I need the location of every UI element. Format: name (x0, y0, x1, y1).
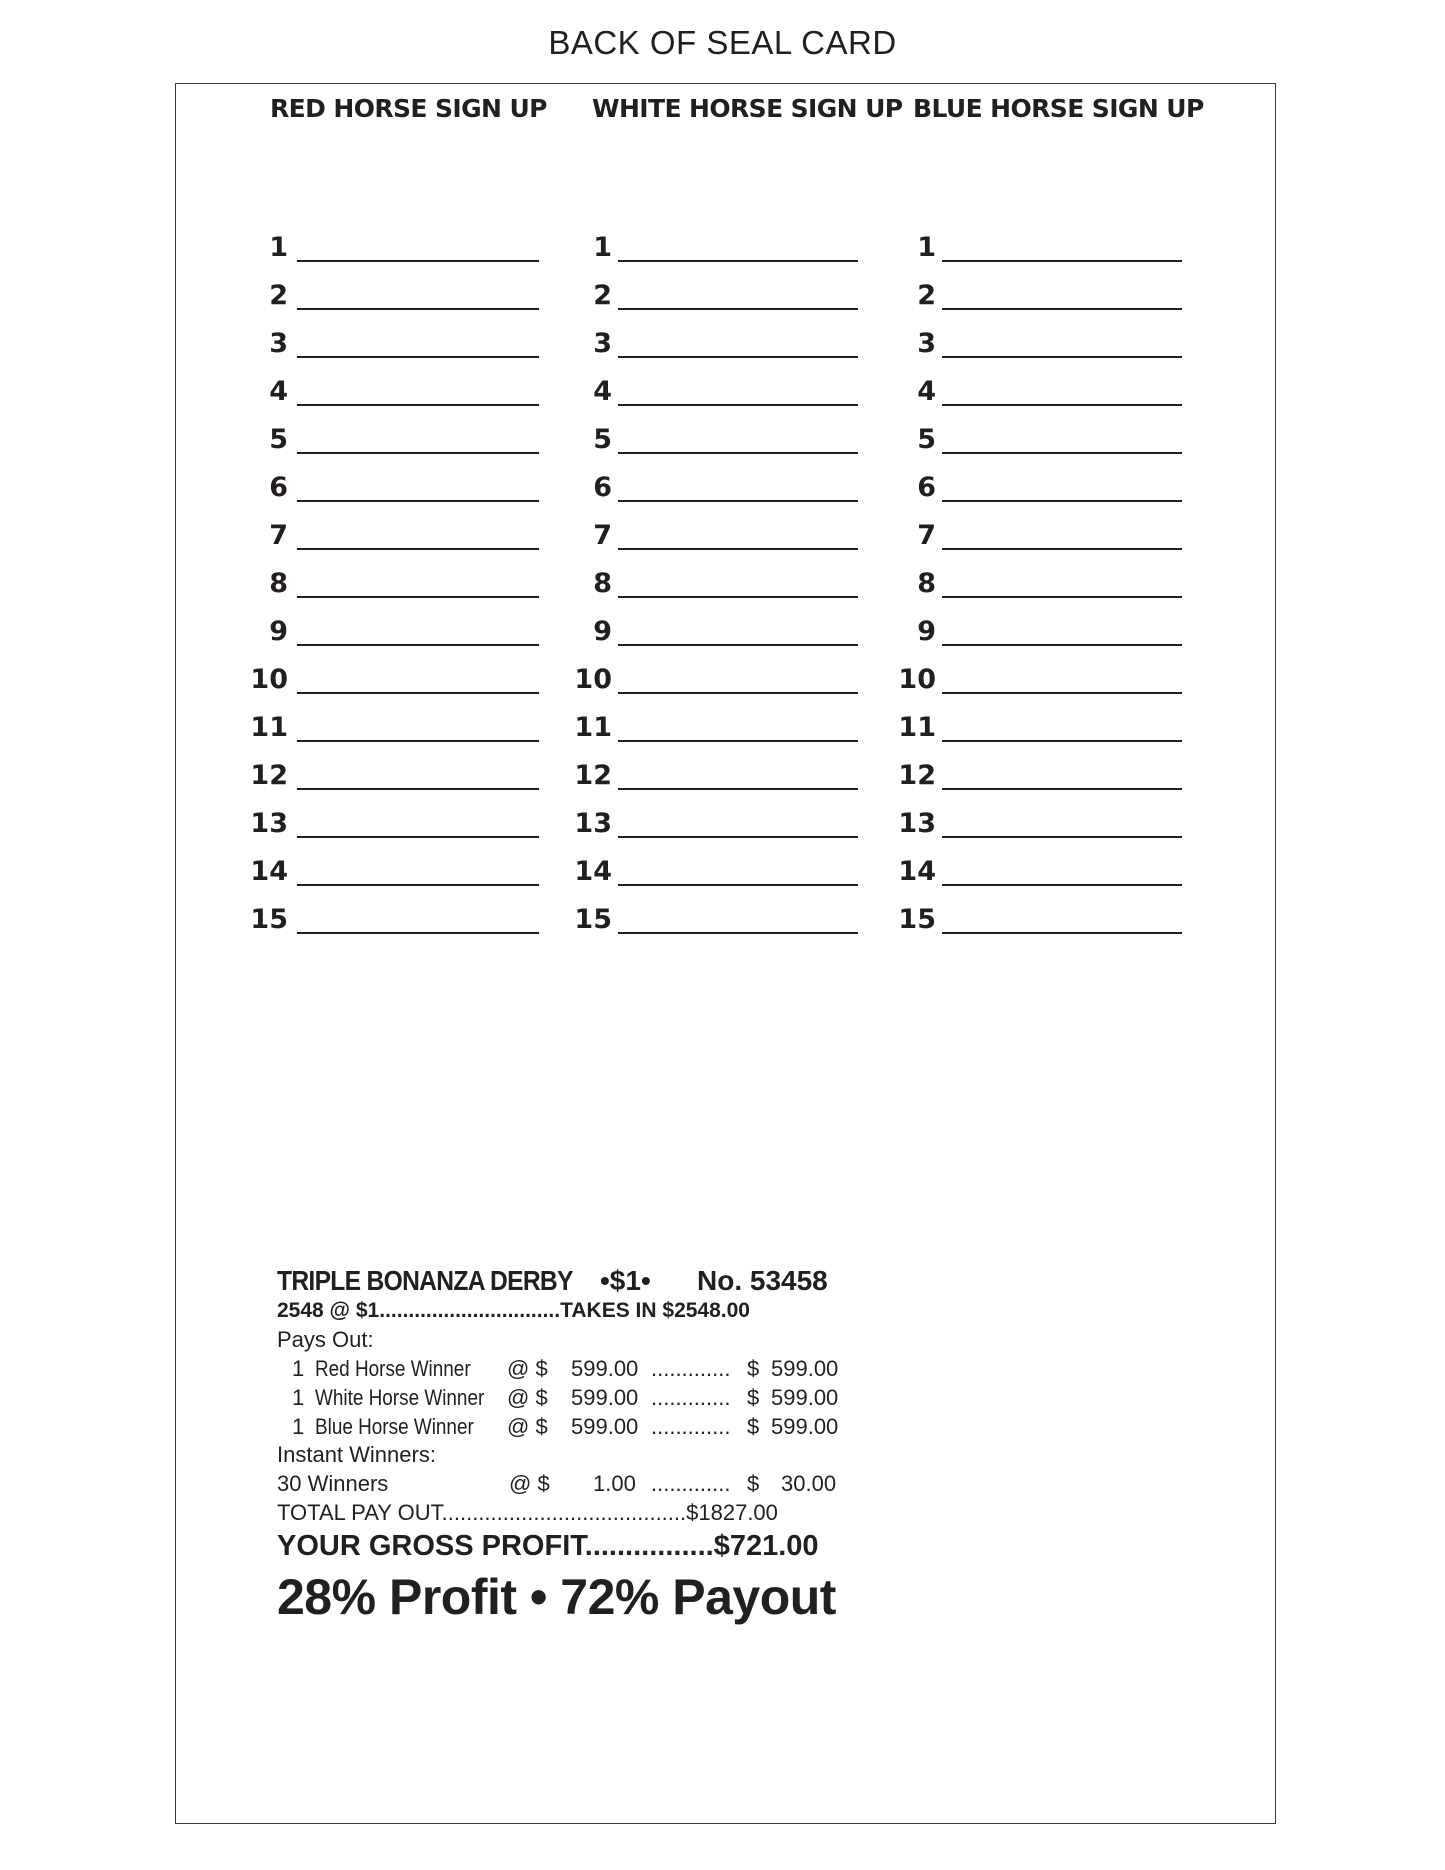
takes-right: TAKES IN $2548.00 (560, 1299, 750, 1322)
signup-name-line[interactable] (297, 740, 539, 742)
winner-dollar: $ (747, 1414, 760, 1439)
signup-row-number: 10 (898, 664, 936, 695)
signup-name-line[interactable] (618, 884, 858, 886)
signup-name-line[interactable] (297, 260, 539, 262)
signup-name-line[interactable] (297, 836, 539, 838)
total-payout-label: TOTAL PAY OUT (277, 1500, 442, 1525)
signup-name-line[interactable] (942, 644, 1182, 646)
signup-name-line[interactable] (942, 356, 1182, 358)
signup-row-number: 9 (593, 616, 612, 647)
winner-dots: ............. (651, 1414, 731, 1439)
signup-row-number: 10 (250, 664, 288, 695)
signup-name-line[interactable] (297, 548, 539, 550)
signup-name-line[interactable] (942, 596, 1182, 598)
signup-row-number: 6 (269, 472, 288, 503)
signup-row-number: 9 (917, 616, 936, 647)
game-price: •$1• (600, 1265, 651, 1296)
signup-name-line[interactable] (618, 932, 858, 934)
signup-name-line[interactable] (297, 452, 539, 454)
winner-total: 599.00 (771, 1356, 839, 1381)
signup-name-line[interactable] (618, 836, 858, 838)
signup-row-number: 2 (593, 280, 612, 311)
signup-row-number: 6 (917, 472, 936, 503)
takes-in-line (277, 1299, 750, 1323)
signup-name-line[interactable] (297, 788, 539, 790)
signup-row-number: 1 (917, 232, 936, 263)
instant-at: @ $ (509, 1471, 550, 1496)
signup-name-line[interactable] (618, 260, 858, 262)
signup-row-number: 7 (593, 520, 612, 551)
signup-name-line[interactable] (297, 692, 539, 694)
instant-dollar: $ (747, 1471, 760, 1496)
winner-total: 599.00 (771, 1414, 839, 1439)
signup-name-line[interactable] (942, 692, 1182, 694)
takes-dots: ............................... (379, 1299, 561, 1322)
page-title: BACK OF SEAL CARD (548, 24, 897, 61)
winner-price: 599.00 (571, 1414, 639, 1439)
signup-name-line[interactable] (942, 932, 1182, 934)
signup-row-number: 14 (898, 856, 936, 887)
game-name: TRIPLE BONANZA DERBY (277, 1265, 573, 1296)
signup-row-number: 12 (250, 760, 288, 791)
signup-name-line[interactable] (942, 740, 1182, 742)
instant-winners-label: Instant Winners: (277, 1442, 436, 1467)
signup-name-line[interactable] (618, 356, 858, 358)
profit-payout-headline: 28% Profit • 72% Payout (277, 1569, 836, 1625)
signup-name-line[interactable] (297, 308, 539, 310)
signup-row-number: 4 (269, 376, 288, 407)
signup-row-number: 3 (269, 328, 288, 359)
instant-name: 30 Winners (277, 1471, 389, 1496)
signup-name-line[interactable] (618, 788, 858, 790)
signup-name-line[interactable] (942, 548, 1182, 550)
signup-row-number: 7 (917, 520, 936, 551)
serial-number: No. 53458 (697, 1265, 828, 1296)
signup-name-line[interactable] (618, 692, 858, 694)
winner-dollar: $ (747, 1385, 760, 1410)
signup-row-number: 13 (898, 808, 936, 839)
winner-name: White Horse Winner (315, 1385, 485, 1410)
signup-row-number: 8 (269, 568, 288, 599)
winner-total: 599.00 (771, 1385, 839, 1410)
signup-row-number: 2 (917, 280, 936, 311)
signup-row-number: 4 (917, 376, 936, 407)
signup-row-number: 14 (250, 856, 288, 887)
signup-name-line[interactable] (942, 788, 1182, 790)
signup-row-number: 15 (898, 904, 936, 935)
signup-row-number: 4 (593, 376, 612, 407)
white-horse-signup-title: WHITE HORSE SIGN UP (592, 94, 903, 123)
signup-name-line[interactable] (942, 308, 1182, 310)
signup-name-line[interactable] (618, 740, 858, 742)
signup-row-number: 5 (917, 424, 936, 455)
winner-name: Red Horse Winner (315, 1356, 471, 1381)
signup-row-number: 5 (593, 424, 612, 455)
gross-profit-dots: ................ (584, 1530, 714, 1562)
signup-name-line[interactable] (942, 836, 1182, 838)
pays-out-label: Pays Out: (277, 1327, 374, 1352)
signup-row-number: 15 (574, 904, 612, 935)
winner-price: 599.00 (571, 1356, 639, 1381)
instant-total: 30.00 (781, 1471, 837, 1496)
gross-profit-label: YOUR GROSS PROFIT (277, 1530, 585, 1562)
total-payout-value: $1827.00 (686, 1500, 778, 1525)
signup-name-line[interactable] (618, 644, 858, 646)
signup-name-line[interactable] (297, 884, 539, 886)
signup-row-number: 12 (898, 760, 936, 791)
gross-profit-line (277, 1530, 819, 1563)
instant-price: 1.00 (593, 1471, 636, 1496)
signup-row-number: 13 (574, 808, 612, 839)
signup-row-number: 9 (269, 616, 288, 647)
signup-name-line[interactable] (618, 404, 858, 406)
signup-name-line[interactable] (618, 308, 858, 310)
signup-name-line[interactable] (297, 596, 539, 598)
signup-name-line[interactable] (297, 644, 539, 646)
signup-row-number: 7 (269, 520, 288, 551)
instant-dots: ............. (651, 1471, 731, 1496)
signup-row-number: 1 (269, 232, 288, 263)
signup-row-number: 3 (917, 328, 936, 359)
takes-left: 2548 @ $1 (277, 1299, 380, 1322)
signup-name-line[interactable] (942, 260, 1182, 262)
winner-price: 599.00 (571, 1385, 639, 1410)
signup-name-line[interactable] (297, 404, 539, 406)
total-payout-dots: ........................................ (441, 1500, 687, 1525)
signup-name-line[interactable] (297, 932, 539, 934)
signup-row-number: 11 (898, 712, 936, 743)
blue-horse-signup-title: BLUE HORSE SIGN UP (913, 94, 1204, 123)
gross-profit-value: $721.00 (713, 1530, 819, 1562)
signup-name-line[interactable] (942, 500, 1182, 502)
signup-row-number: 6 (593, 472, 612, 503)
signup-name-line[interactable] (618, 548, 858, 550)
signup-row-number: 1 (593, 232, 612, 263)
signup-row-number: 11 (574, 712, 612, 743)
red-horse-signup-title: RED HORSE SIGN UP (270, 94, 547, 123)
winner-count: 1 (292, 1385, 305, 1410)
signup-name-line[interactable] (942, 404, 1182, 406)
signup-row-number: 8 (593, 568, 612, 599)
winner-at: @ $ (507, 1385, 548, 1410)
signup-name-line[interactable] (942, 452, 1182, 454)
winner-count: 1 (292, 1356, 305, 1381)
winner-dots: ............. (651, 1385, 731, 1410)
signup-row-number: 14 (574, 856, 612, 887)
winner-dollar: $ (747, 1356, 760, 1381)
signup-row-number: 12 (574, 760, 612, 791)
signup-name-line[interactable] (618, 500, 858, 502)
signup-name-line[interactable] (942, 884, 1182, 886)
signup-row-number: 3 (593, 328, 612, 359)
signup-row-number: 5 (269, 424, 288, 455)
signup-row-number: 2 (269, 280, 288, 311)
winner-name: Blue Horse Winner (315, 1414, 474, 1439)
signup-name-line[interactable] (618, 596, 858, 598)
total-payout-line (277, 1500, 778, 1526)
signup-name-line[interactable] (297, 500, 539, 502)
game-title-line (277, 1265, 613, 1297)
winner-count: 1 (292, 1414, 305, 1439)
signup-name-line[interactable] (618, 452, 858, 454)
winner-at: @ $ (507, 1414, 548, 1439)
signup-name-line[interactable] (297, 356, 539, 358)
signup-row-number: 10 (574, 664, 612, 695)
signup-row-number: 8 (917, 568, 936, 599)
winner-dots: ............. (651, 1356, 731, 1381)
signup-row-number: 13 (250, 808, 288, 839)
signup-row-number: 15 (250, 904, 288, 935)
signup-row-number: 11 (250, 712, 288, 743)
winner-at: @ $ (507, 1356, 548, 1381)
